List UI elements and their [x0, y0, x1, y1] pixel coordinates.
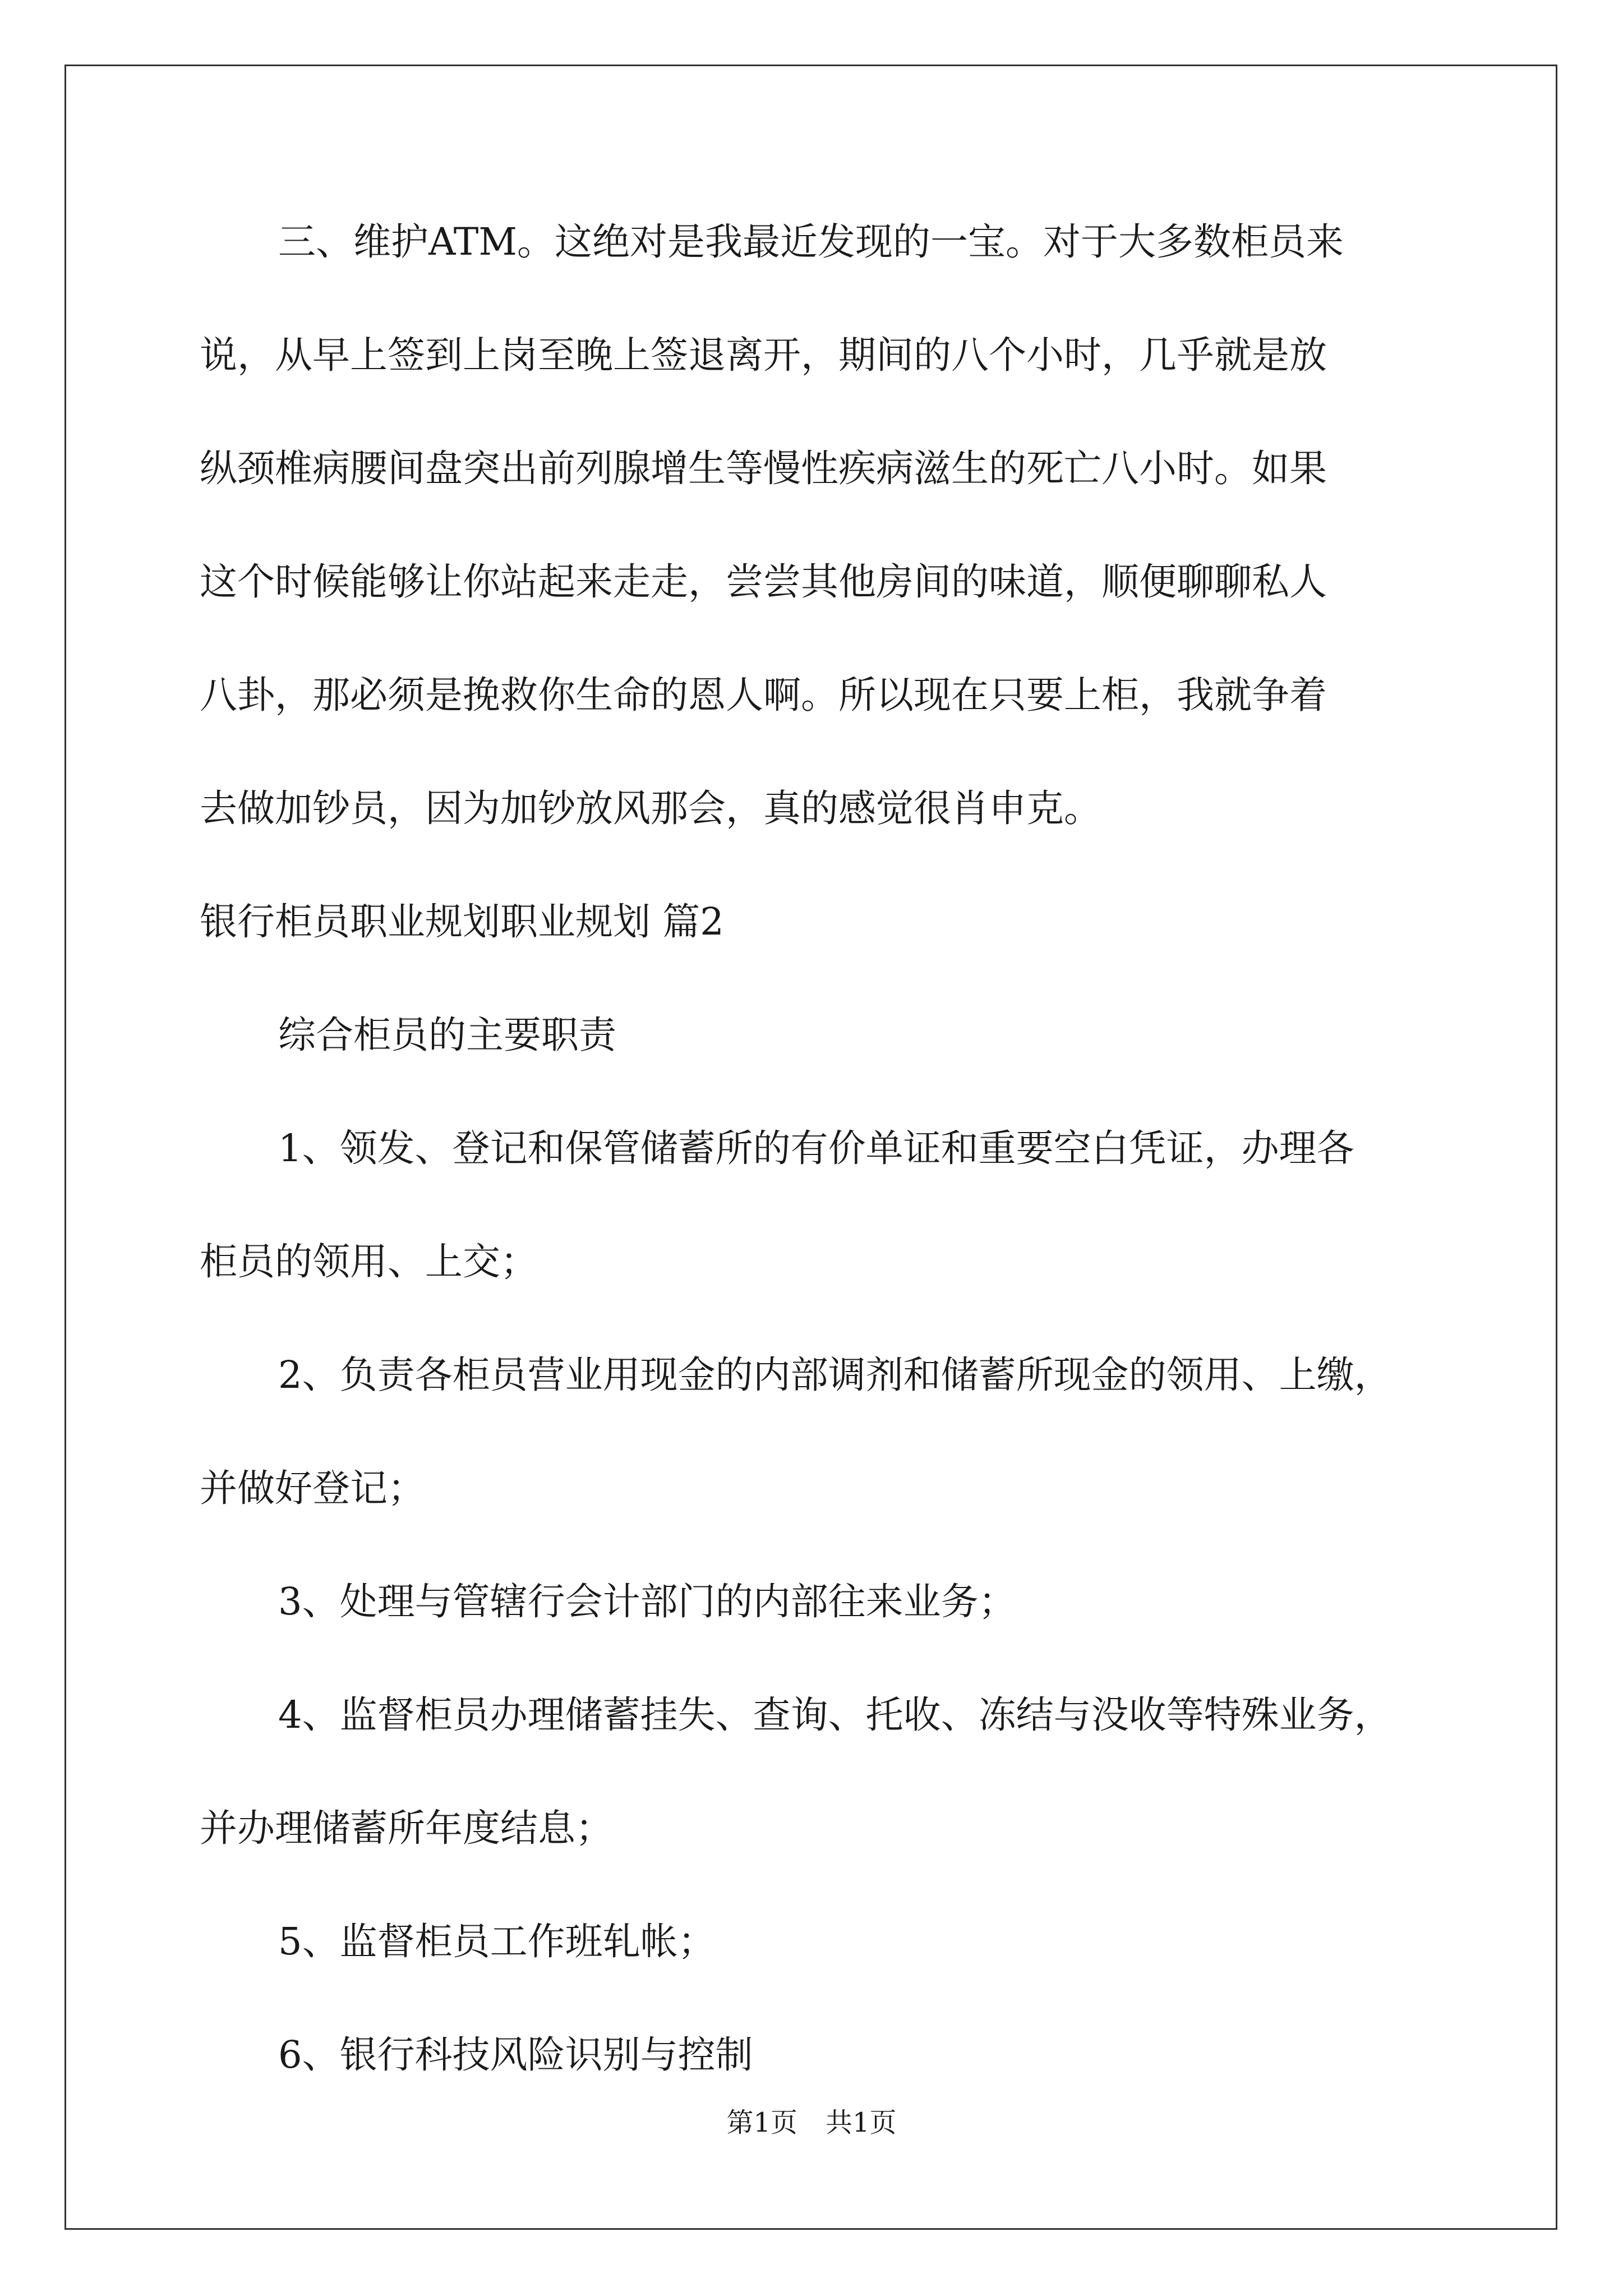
paragraph-line: 这个时候能够让你站起来走走，尝尝其他房间的味道，顺便聊聊私人 — [200, 560, 1327, 604]
paragraph-line: 八卦，那必须是挽救你生命的恩人啊。所以现在只要上柜，我就争着 — [200, 673, 1327, 717]
paragraph-line: 去做加钞员，因为加钞放风那会，真的感觉很肖申克。 — [200, 786, 1101, 830]
paragraph-line: 6、银行科技风险识别与控制 — [278, 2033, 753, 2077]
page-number: 第1页 — [726, 2107, 797, 2138]
paragraph-line: 综合柜员的主要职责 — [278, 1013, 616, 1057]
paragraph-line: 三、维护ATM。这绝对是我最近发现的一宝。对于大多数柜员来 — [278, 220, 1344, 264]
paragraph-line: 柜员的领用、上交； — [200, 1240, 538, 1283]
paragraph-line: 2、负责各柜员营业用现金的内部调剂和储蓄所现金的领用、上缴， — [278, 1353, 1392, 1397]
document-body — [200, 218, 1423, 2079]
section-heading: 银行柜员职业规划职业规划 篇2 — [200, 900, 724, 944]
paragraph-line: 并办理储蓄所年度结息； — [200, 1806, 613, 1850]
paragraph-line: 纵颈椎病腰间盘突出前列腺增生等慢性疾病滋生的死亡八小时。如果 — [200, 447, 1327, 490]
page-footer — [0, 2106, 1623, 2139]
paragraph-line: 3、处理与管辖行会计部门的内部往来业务； — [278, 1580, 1016, 1623]
paragraph-line: 5、监督柜员工作班轧帐； — [278, 1920, 716, 1963]
paragraph-line: 说，从早上签到上岗至晚上签退离开，期间的八个小时，几乎就是放 — [200, 333, 1327, 377]
paragraph-line: 1、领发、登记和保管储蓄所的有价单证和重要空白凭证，办理各 — [278, 1126, 1354, 1170]
paragraph-line: 4、监督柜员办理储蓄挂失、查询、托收、冻结与没收等特殊业务， — [278, 1693, 1392, 1737]
paragraph-line: 并做好登记； — [200, 1466, 425, 1510]
page-total: 共1页 — [826, 2107, 897, 2138]
